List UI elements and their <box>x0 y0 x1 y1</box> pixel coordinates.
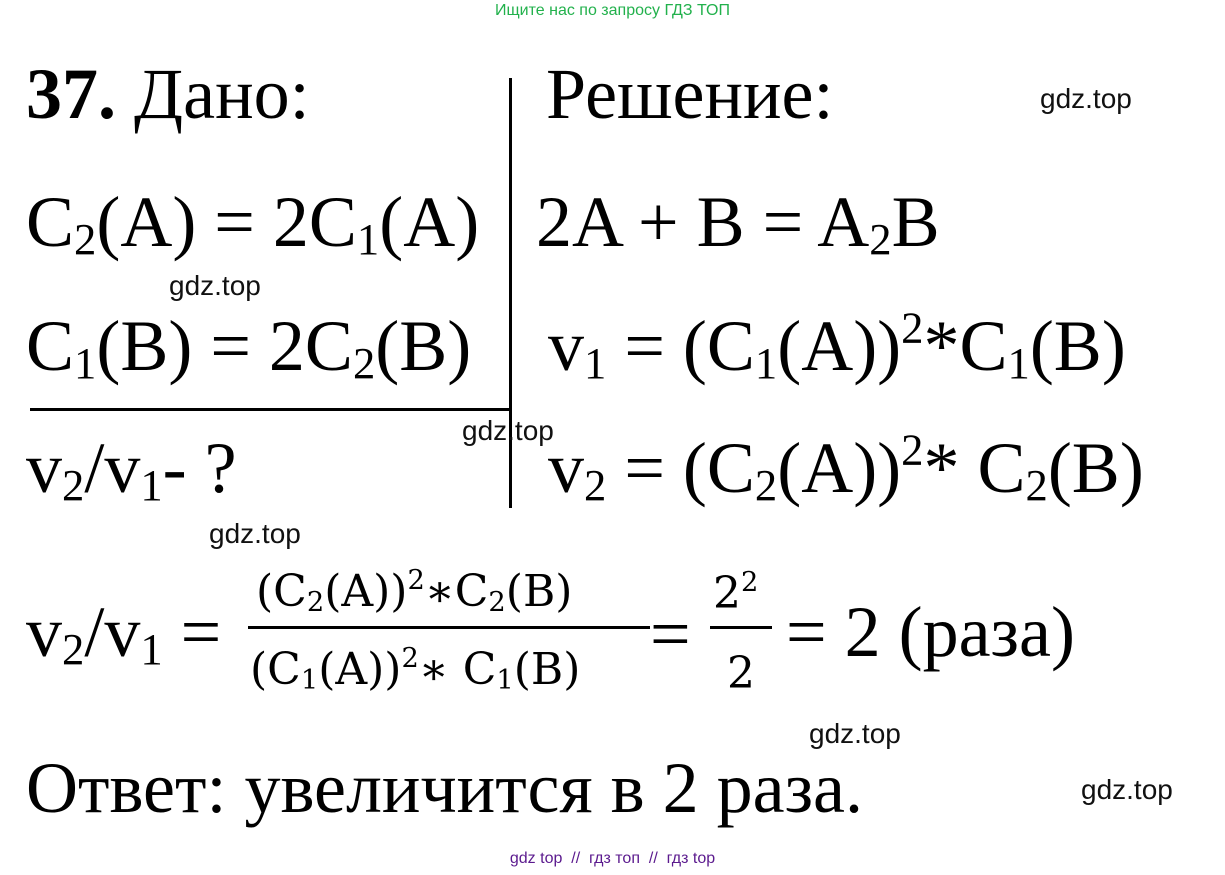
answer-text: Ответ: увеличится в 2 раза. <box>26 748 863 828</box>
given-line-3: v2/v1- ? <box>26 428 237 511</box>
solution-label: Решение: <box>546 54 834 134</box>
top-banner: Ищите нас по запросу ГДЗ ТОП <box>495 2 730 19</box>
equals-sign: = <box>650 594 691 674</box>
fraction2-denominator: 2 <box>727 648 755 699</box>
given-line-2: C1(B) = 2C2(B) <box>26 306 472 389</box>
given-label: Дано: <box>134 54 310 134</box>
fraction-denominator: $(C1(A))^2∗$ C1(B) <box>250 643 581 696</box>
watermark: gdz.top <box>1040 83 1132 114</box>
given-line-1: C2(A) = 2C1(A) <box>26 182 480 265</box>
watermark: gdz.top <box>809 718 901 749</box>
rate-v1-formula: $v1 = (C1(A))^2*C1(B)$ <box>548 302 1126 389</box>
fraction-bar <box>248 626 650 629</box>
watermark: gdz.top <box>209 518 301 549</box>
watermark: gdz.top <box>1081 774 1173 805</box>
ratio-lhs: v2/v1 = <box>26 592 222 675</box>
footer-links: gdz top // гдз топ // гдз top <box>509 850 716 867</box>
fraction-numerator: $(C2(A))^2∗C2(B)$ <box>256 565 573 618</box>
fraction2-bar <box>710 626 772 629</box>
reaction-equation: 2A + B = A2B <box>536 182 940 265</box>
rate-v2-formula: $v2 = (C2(A))^2*$ C2(B) <box>548 424 1144 511</box>
fraction2-numerator: $2^2$ <box>713 567 759 619</box>
watermark: gdz.top <box>169 270 261 301</box>
ratio-result: = 2 (раза) <box>786 592 1075 672</box>
problem-number: 37. <box>26 54 116 134</box>
watermark: gdz.top <box>462 415 554 446</box>
header-given <box>26 54 310 134</box>
horizontal-divider <box>30 408 512 411</box>
